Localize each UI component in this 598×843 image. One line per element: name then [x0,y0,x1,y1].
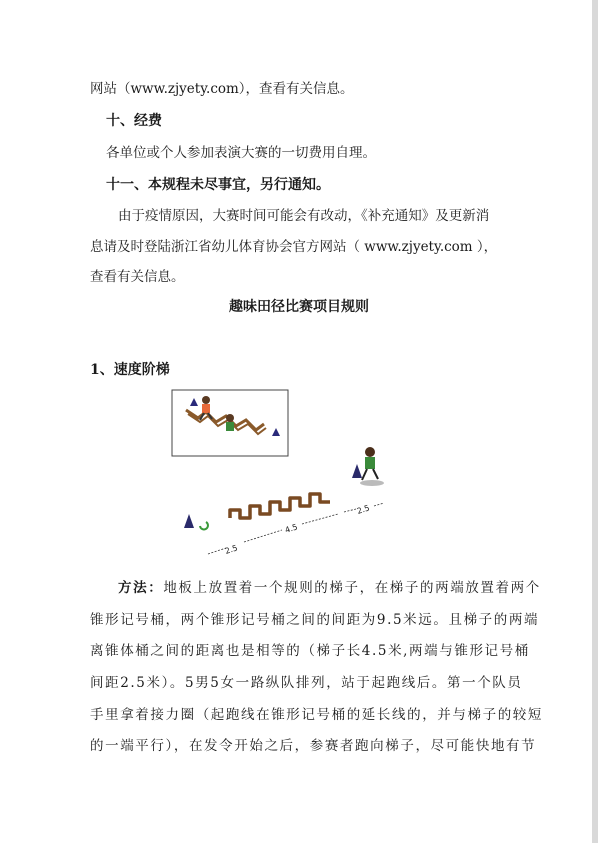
text-line-notice-1: 由于疫情原因，大赛时间可能会有改动，《补充通知》及更新消 [118,208,490,224]
page-edge [592,0,598,843]
method-first-text: 地板上放置着一个规则的梯子，在梯子的两端放置着两个 [163,580,541,596]
distance-label-mid: 4.5 [283,522,299,535]
item-1-title: 1、速度阶梯 [90,362,170,378]
method-line-6: 的一端平行），在发令开始之后，参赛者跑向梯子，尽可能快地有节 [90,738,537,754]
method-label: 方法： [118,580,164,596]
inset-illustration [172,390,288,456]
text-line-fees: 各单位或个人参加表演大赛的一切费用自理。 [106,145,376,161]
text-line-notice-3: 查看有关信息。 [90,269,185,285]
method-line-2: 锥形记号桶，两个锥形记号桶之间的间距为9.5米远。且梯子的两端 [90,612,540,628]
method-line-5: 手里拿着接力圈（起跑线在锥形记号桶的延长线的，并与梯子的较短 [90,707,543,723]
rules-title: 趣味田径比赛项目规则 [229,299,369,315]
method-line-4: 间距2.5米）。5男5女一路纵队排列，站于起跑线后。第一个队员 [90,675,523,691]
section-heading-fees: 十、经费 [106,113,162,129]
method-first-line [118,578,541,598]
distance-label-right: 2.5 [355,503,371,516]
method-line-3: 离锥体桶之间的距离也是相等的（梯子长4.5米,两端与锥形记号桶 [90,643,530,659]
speed-ladder-diagram [168,388,394,566]
text-line-website: 网站（www.zjyety.com），查看有关信息。 [90,81,354,97]
section-heading-misc: 十一、本规程未尽事宜，另行通知。 [106,177,330,193]
text-line-notice-2: 息请及时登陆浙江省幼儿体育协会官方网站（ www.zjyety.com ）， [90,239,498,255]
distance-label-left: 2.5 [223,543,239,556]
